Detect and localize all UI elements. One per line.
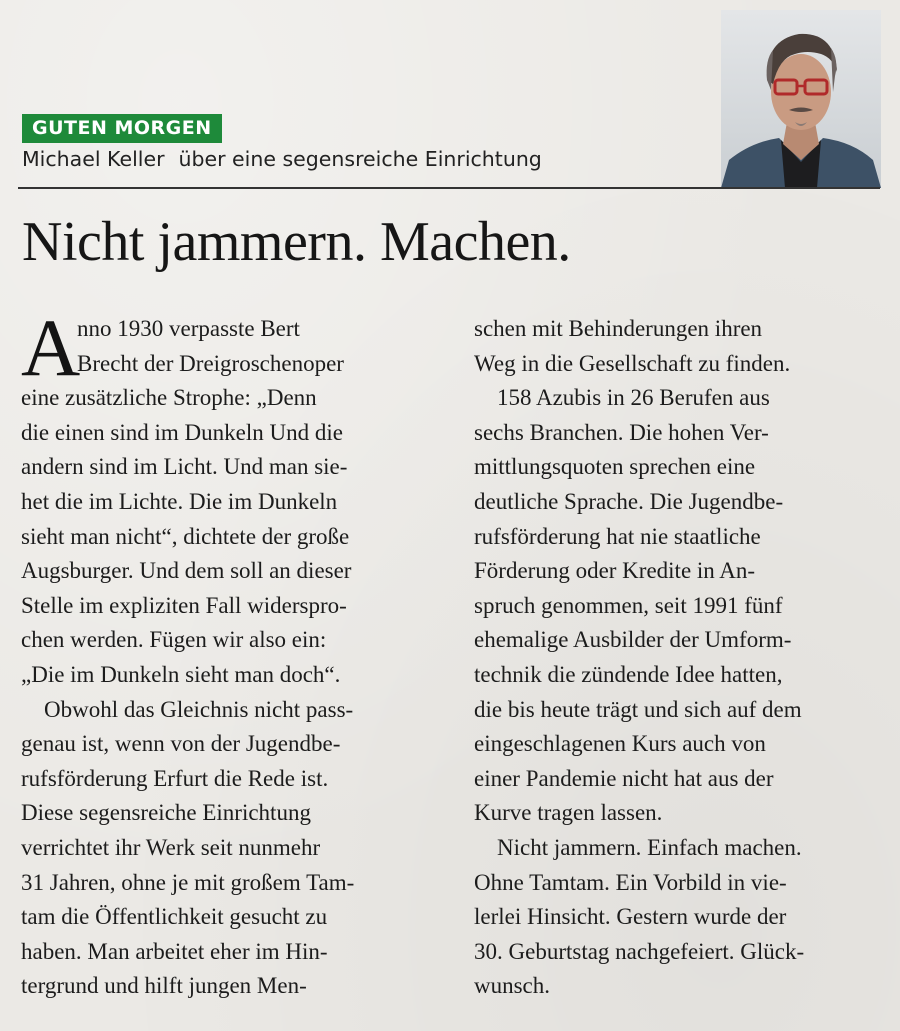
text-line: Nicht jammern. Einfach machen. <box>497 834 802 860</box>
byline-subtitle: über eine segensreiche Einrichtung <box>178 147 542 171</box>
text-line: Weg in die Gesellschaft zu finden. <box>474 350 791 376</box>
byline <box>22 147 542 171</box>
text-line: 31 Jahren, ohne je mit großem Tam- <box>21 869 355 895</box>
text-line: Ohne Tamtam. Ein Vorbild in vie- <box>474 869 787 895</box>
text-line: 30. Geburtstag nachgefeiert. Glück- <box>474 938 805 964</box>
text-line: 158 Azubis in 26 Berufen aus <box>497 385 770 411</box>
text-line: technik die zündende Idee hatten, <box>474 661 783 687</box>
author-portrait-image <box>721 10 881 188</box>
text-line: haben. Man arbeitet eher im Hin- <box>21 938 328 964</box>
author-photo <box>721 10 881 188</box>
text-line: Förderung oder Kredite in An- <box>474 558 756 584</box>
text-line: schen mit Behinderungen ihren <box>474 316 763 341</box>
headline: Nicht jammern. Machen. <box>22 211 571 273</box>
text-line: sechs Branchen. Die hohen Ver- <box>474 419 769 445</box>
article-column-right <box>474 312 884 1004</box>
text-line: het die im Lichte. Die im Dunkeln <box>21 488 338 514</box>
text-line: lerlei Hinsicht. Gestern wurde der <box>474 904 787 930</box>
text-line: nno 1930 verpasste Bert <box>77 316 300 341</box>
text-line: verrichtet ihr Werk seit nunmehr <box>21 834 321 860</box>
column-kicker: GUTEN MORGEN <box>22 114 222 143</box>
text-line: sieht man nicht“, dichtete der große <box>21 523 350 549</box>
article-column-left <box>21 302 431 1004</box>
text-line: rufsförderung hat nie staatliche <box>474 523 761 549</box>
text-line: ehemalige Ausbilder der Umform- <box>474 627 792 653</box>
text-line: tam die Öffentlichkeit gesucht zu <box>21 904 328 930</box>
text-line: genau ist, wenn von der Jugendbe- <box>21 731 341 757</box>
text-line: die einen sind im Dunkeln Und die <box>21 419 343 445</box>
author-name: Michael Keller <box>22 147 165 171</box>
text-line: chen werden. Fügen wir also ein: <box>21 627 327 653</box>
text-line: einer Pandemie nicht hat aus der <box>474 765 774 791</box>
text-line: deutliche Sprache. Die Jugendbe- <box>474 488 784 514</box>
text-line: eine zusätzliche Strophe: „Denn <box>21 385 317 411</box>
text-line: die bis heute trägt und sich auf dem <box>474 696 802 722</box>
text-line: Obwohl das Gleichnis nicht pass- <box>44 696 354 722</box>
text-line: Brecht der Dreigroschenoper <box>77 350 344 376</box>
text-line: tergrund und hilft jungen Men- <box>21 973 307 999</box>
text-line: Diese segensreiche Einrichtung <box>21 800 311 826</box>
header-rule <box>18 187 880 189</box>
text-line: andern sind im Licht. Und man sie- <box>21 454 348 480</box>
text-line: eingeschlagenen Kurs auch von <box>474 731 766 757</box>
text-line: wunsch. <box>474 973 551 999</box>
text-line: spruch genommen, seit 1991 fünf <box>474 592 783 618</box>
drop-cap: A <box>21 302 81 393</box>
text-line: rufsförderung Erfurt die Rede ist. <box>21 765 329 791</box>
text-line: mittlungsquoten sprechen eine <box>474 454 756 480</box>
text-line: Stelle im expliziten Fall widerspro- <box>21 592 347 618</box>
text-line: Augsburger. Und dem soll an dieser <box>21 558 352 584</box>
text-line: Kurve tragen lassen. <box>474 800 663 826</box>
text-line: „Die im Dunkeln sieht man doch“. <box>21 661 341 687</box>
